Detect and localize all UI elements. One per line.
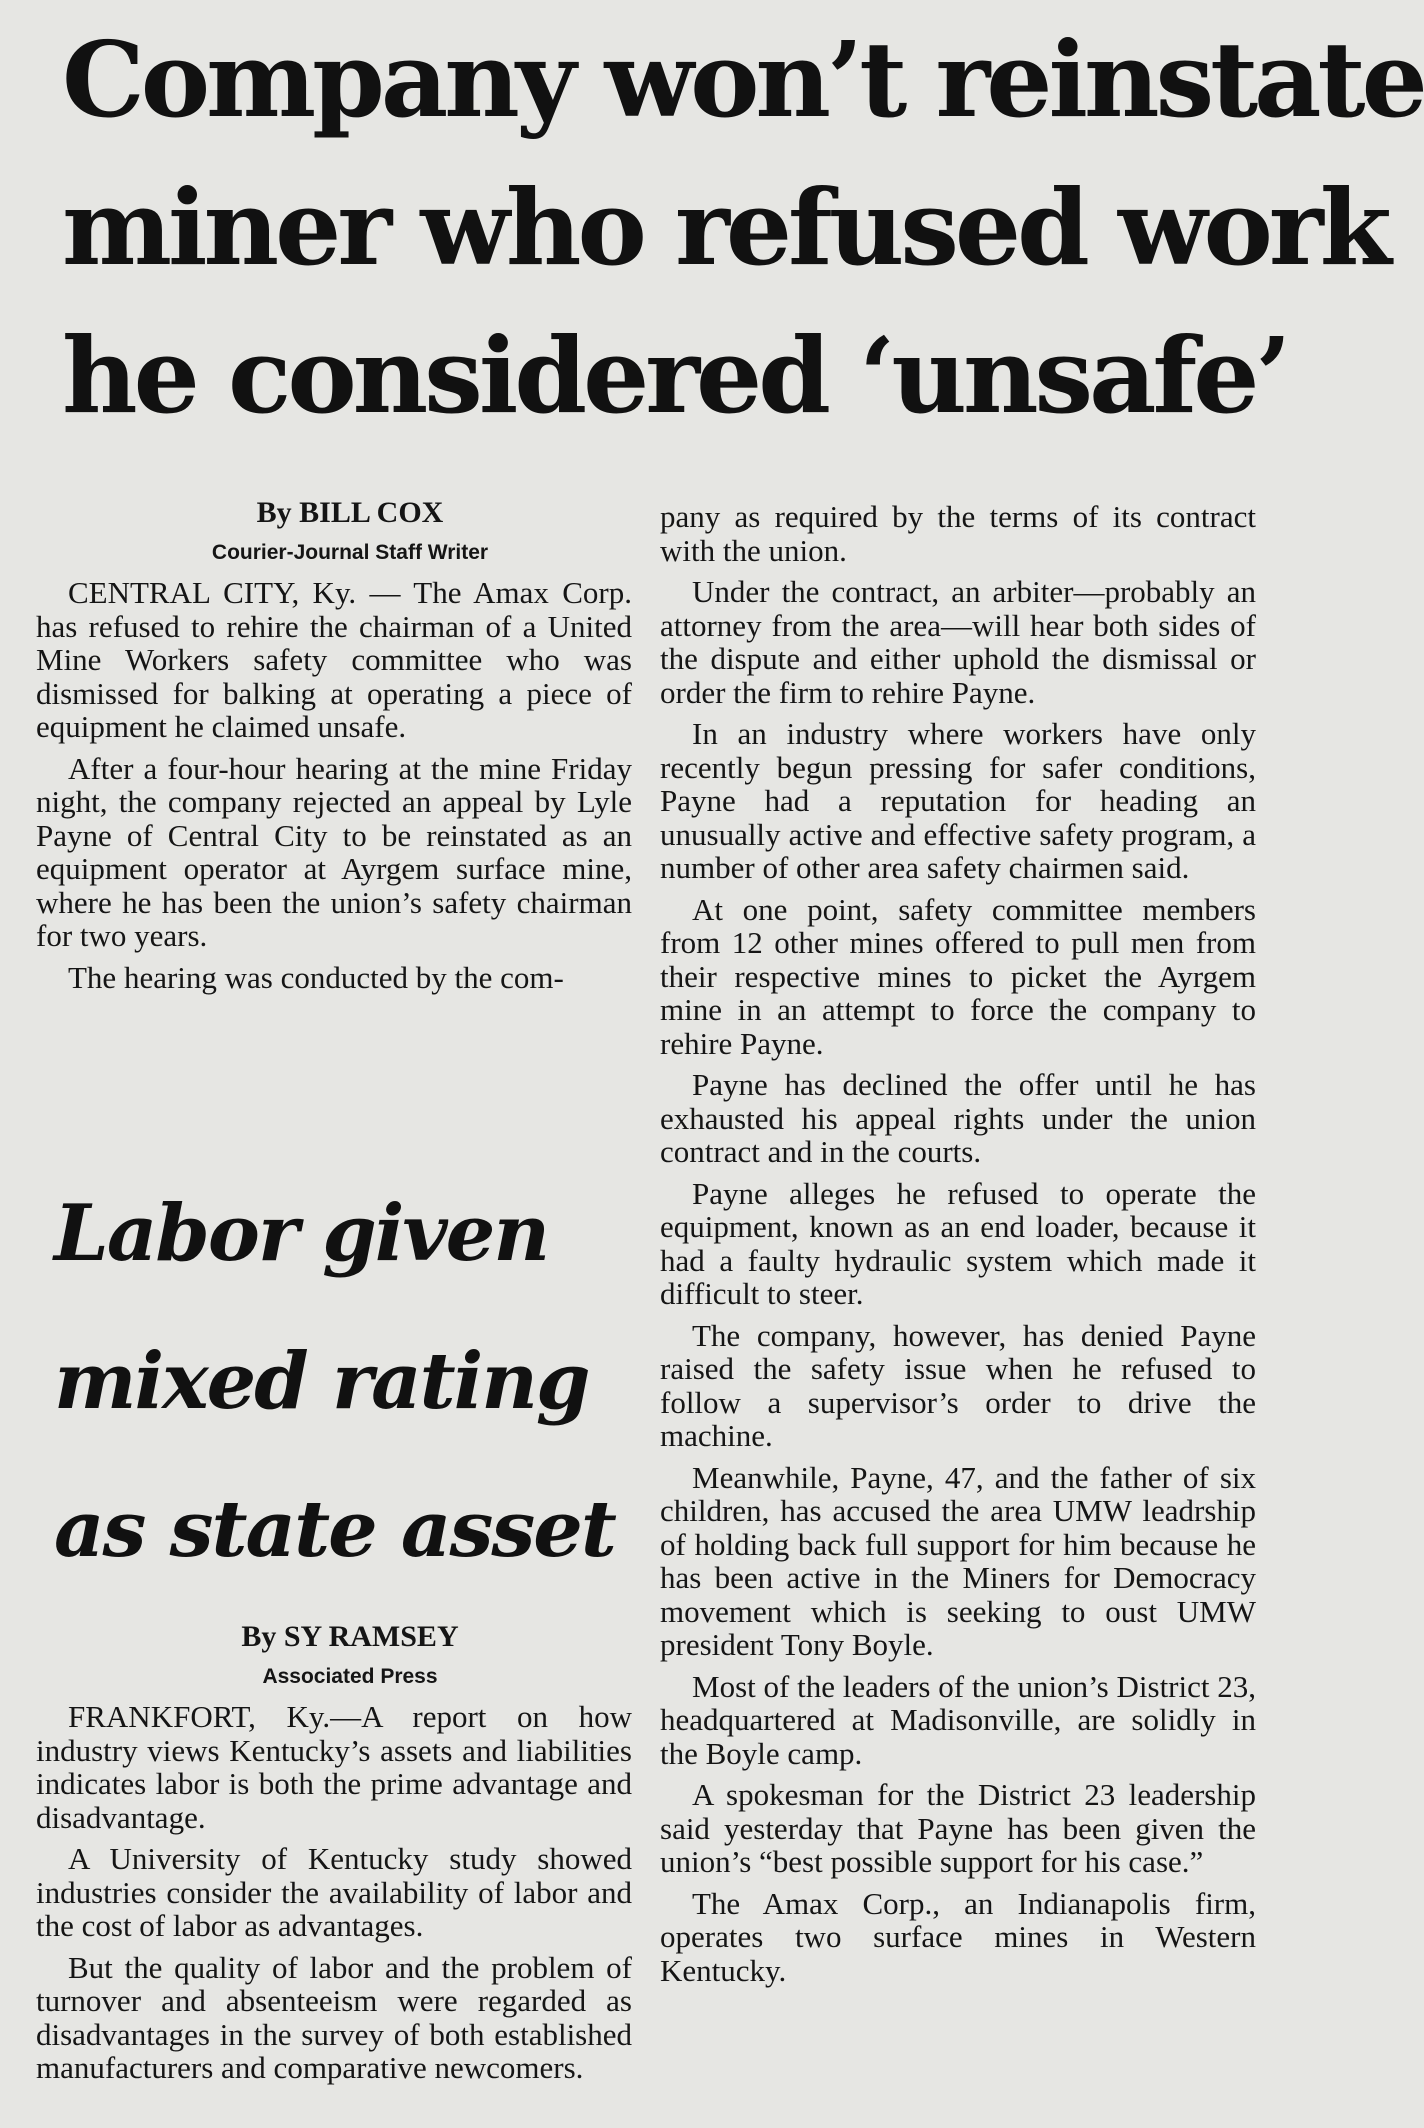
story2-paragraph: FRANKFORT, Ky.—A report on how industry views Kentucky’s assets and liabilities indicates labor is both the prime advantage and disadvantage.	[36, 1699, 632, 1835]
story1-paragraph: CENTRAL CITY, Ky. — The Amax Corp. has refused to rehire the chairman of a United Mine Workers safety committee who was dismissed for balking at operating a piece of equipment he claimed unsafe.	[36, 575, 632, 744]
story1-byline: By BILL COX	[256, 496, 444, 529]
story1-paragraph: Under the contract, an arbiter—probably an attorney from the area—will hear both sides of the dispute and either uphold the dismissal or order the firm to rehire Payne.	[660, 574, 1256, 710]
story2-credit: Associated Press	[262, 1665, 438, 1688]
story1-left-column	[36, 496, 632, 1002]
subhead-line-2: mixed rating	[54, 1336, 589, 1427]
main-headline	[62, 6, 1424, 450]
headline-line-1: Company won’t reinstate	[62, 18, 1424, 141]
subhead-line-1: Labor given	[54, 1188, 549, 1279]
story1-paragraph: The hearing was conducted by the com-	[68, 959, 564, 995]
story2-column	[36, 1620, 632, 2093]
story1-paragraph-continued: pany as required by the terms of its contract with the union.	[660, 499, 1256, 568]
story1-paragraph: After a four-hour hearing at the mine Friday night, the company rejected an appeal by Lyle Payne of Central City to be reinstated as an equipment operator at Ayrgem surface mine, where he has been the union’s safety chairman for two years.	[36, 750, 632, 953]
story1-paragraph: Payne alleges he refused to operate the equipment, known as an end loader, because it had a faulty hydraulic system which made it difficult to steer.	[660, 1175, 1256, 1311]
story1-paragraph: Payne has declined the offer until he has exhausted his appeal rights under the union contract and in the courts.	[660, 1067, 1256, 1169]
story1-paragraph: In an industry where workers have only recently begun pressing for safer conditions, Payne had a reputation for heading an unusually active and effective safety program, a number of other area safety chairmen said.	[660, 716, 1256, 885]
story1-paragraph: The Amax Corp., an Indianapolis firm, operates two surface mines in Western Kentucky.	[660, 1885, 1256, 1988]
headline-line-3: he considered ‘unsafe’	[62, 314, 1288, 437]
headline-line-2: miner who refused work	[62, 166, 1388, 289]
story1-credit: Courier-Journal Staff Writer	[211, 541, 489, 564]
story1-paragraph: Most of the leaders of the union’s District 23, headquartered at Madisonville, are solidly in the Boyle camp.	[660, 1668, 1256, 1771]
story1-paragraph: At one point, safety committee members from 12 other mines offered to pull men from their respective mines to picket the Ayrgem mine in an attempt to force the company to rehire Payne.	[660, 891, 1256, 1061]
second-headline	[54, 1160, 644, 1604]
subhead-line-3: as state asset	[54, 1484, 615, 1575]
story2-paragraph: A University of Kentucky study showed industries consider the availability of labor and the cost of labor as advantages.	[36, 1841, 632, 1943]
story2-paragraph: But the quality of labor and the problem of turnover and absenteeism were regarded as disadvantages in the survey of both established manufacturers and comparative newcomers.	[36, 1949, 632, 2085]
story2-byline: By SY RAMSEY	[241, 1620, 459, 1653]
story1-right-column	[660, 500, 1256, 1995]
story1-paragraph: A spokesman for the District 23 leadership said yesterday that Payne has been given the union’s “best possible support for his case.”	[660, 1777, 1256, 1879]
story1-paragraph: The company, however, has denied Payne raised the safety issue when he refused to follow a supervisor’s order to drive the machine.	[660, 1317, 1256, 1453]
story1-paragraph: Meanwhile, Payne, 47, and the father of six children, has accused the area UMW leadrship of holding back full support for him because he has been active in the Miners for Democracy movement which is seeking to oust UMW president Tony Boyle.	[660, 1459, 1256, 1662]
